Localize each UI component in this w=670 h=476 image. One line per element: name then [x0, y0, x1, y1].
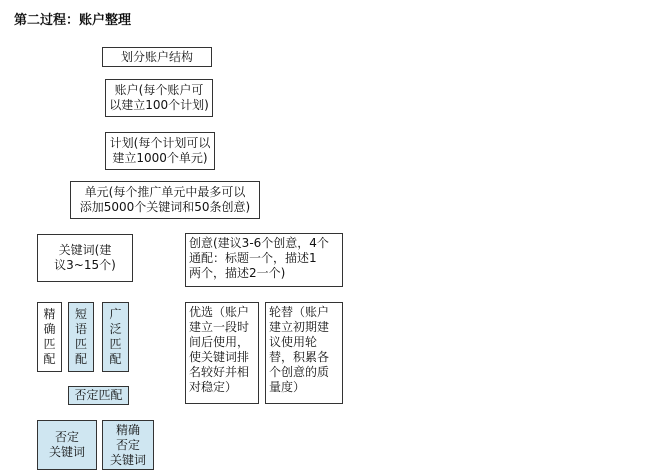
- divide-account-structure-box: 划分账户结构: [102, 47, 212, 67]
- broad-match-box: 广 泛 匹 配: [102, 302, 129, 372]
- exact-match-box: 精 确 匹 配: [37, 302, 62, 372]
- keyword-box: 关键词(建 议3~15个): [37, 234, 133, 282]
- exact-negative-keyword-box: 精确 否定 关键词: [102, 420, 154, 470]
- account-box: 账户(每个账户可 以建立100个计划): [105, 79, 213, 117]
- phrase-match-box: 短 语 匹 配: [68, 302, 94, 372]
- rotate-box: 轮替（账户 建立初期建 议使用轮 替，积累各 个创意的质 量度）: [265, 302, 343, 404]
- negative-keyword-box: 否定 关键词: [37, 420, 97, 470]
- unit-box: 单元(每个推广单元中最多可以 添加5000个关键词和50条创意): [70, 181, 260, 219]
- plan-box: 计划(每个计划可以 建立1000个单元): [105, 132, 215, 170]
- creative-box: 创意(建议3-6个创意，4个 通配：标题一个，描述1 两个，描述2一个): [185, 233, 343, 287]
- negative-match-box: 否定匹配: [68, 386, 129, 405]
- page-title: 第二过程：账户整理: [14, 13, 132, 28]
- optimize-box: 优选（账户 建立一段时 间后使用， 使关键词排 名较好并相 对稳定）: [185, 302, 259, 404]
